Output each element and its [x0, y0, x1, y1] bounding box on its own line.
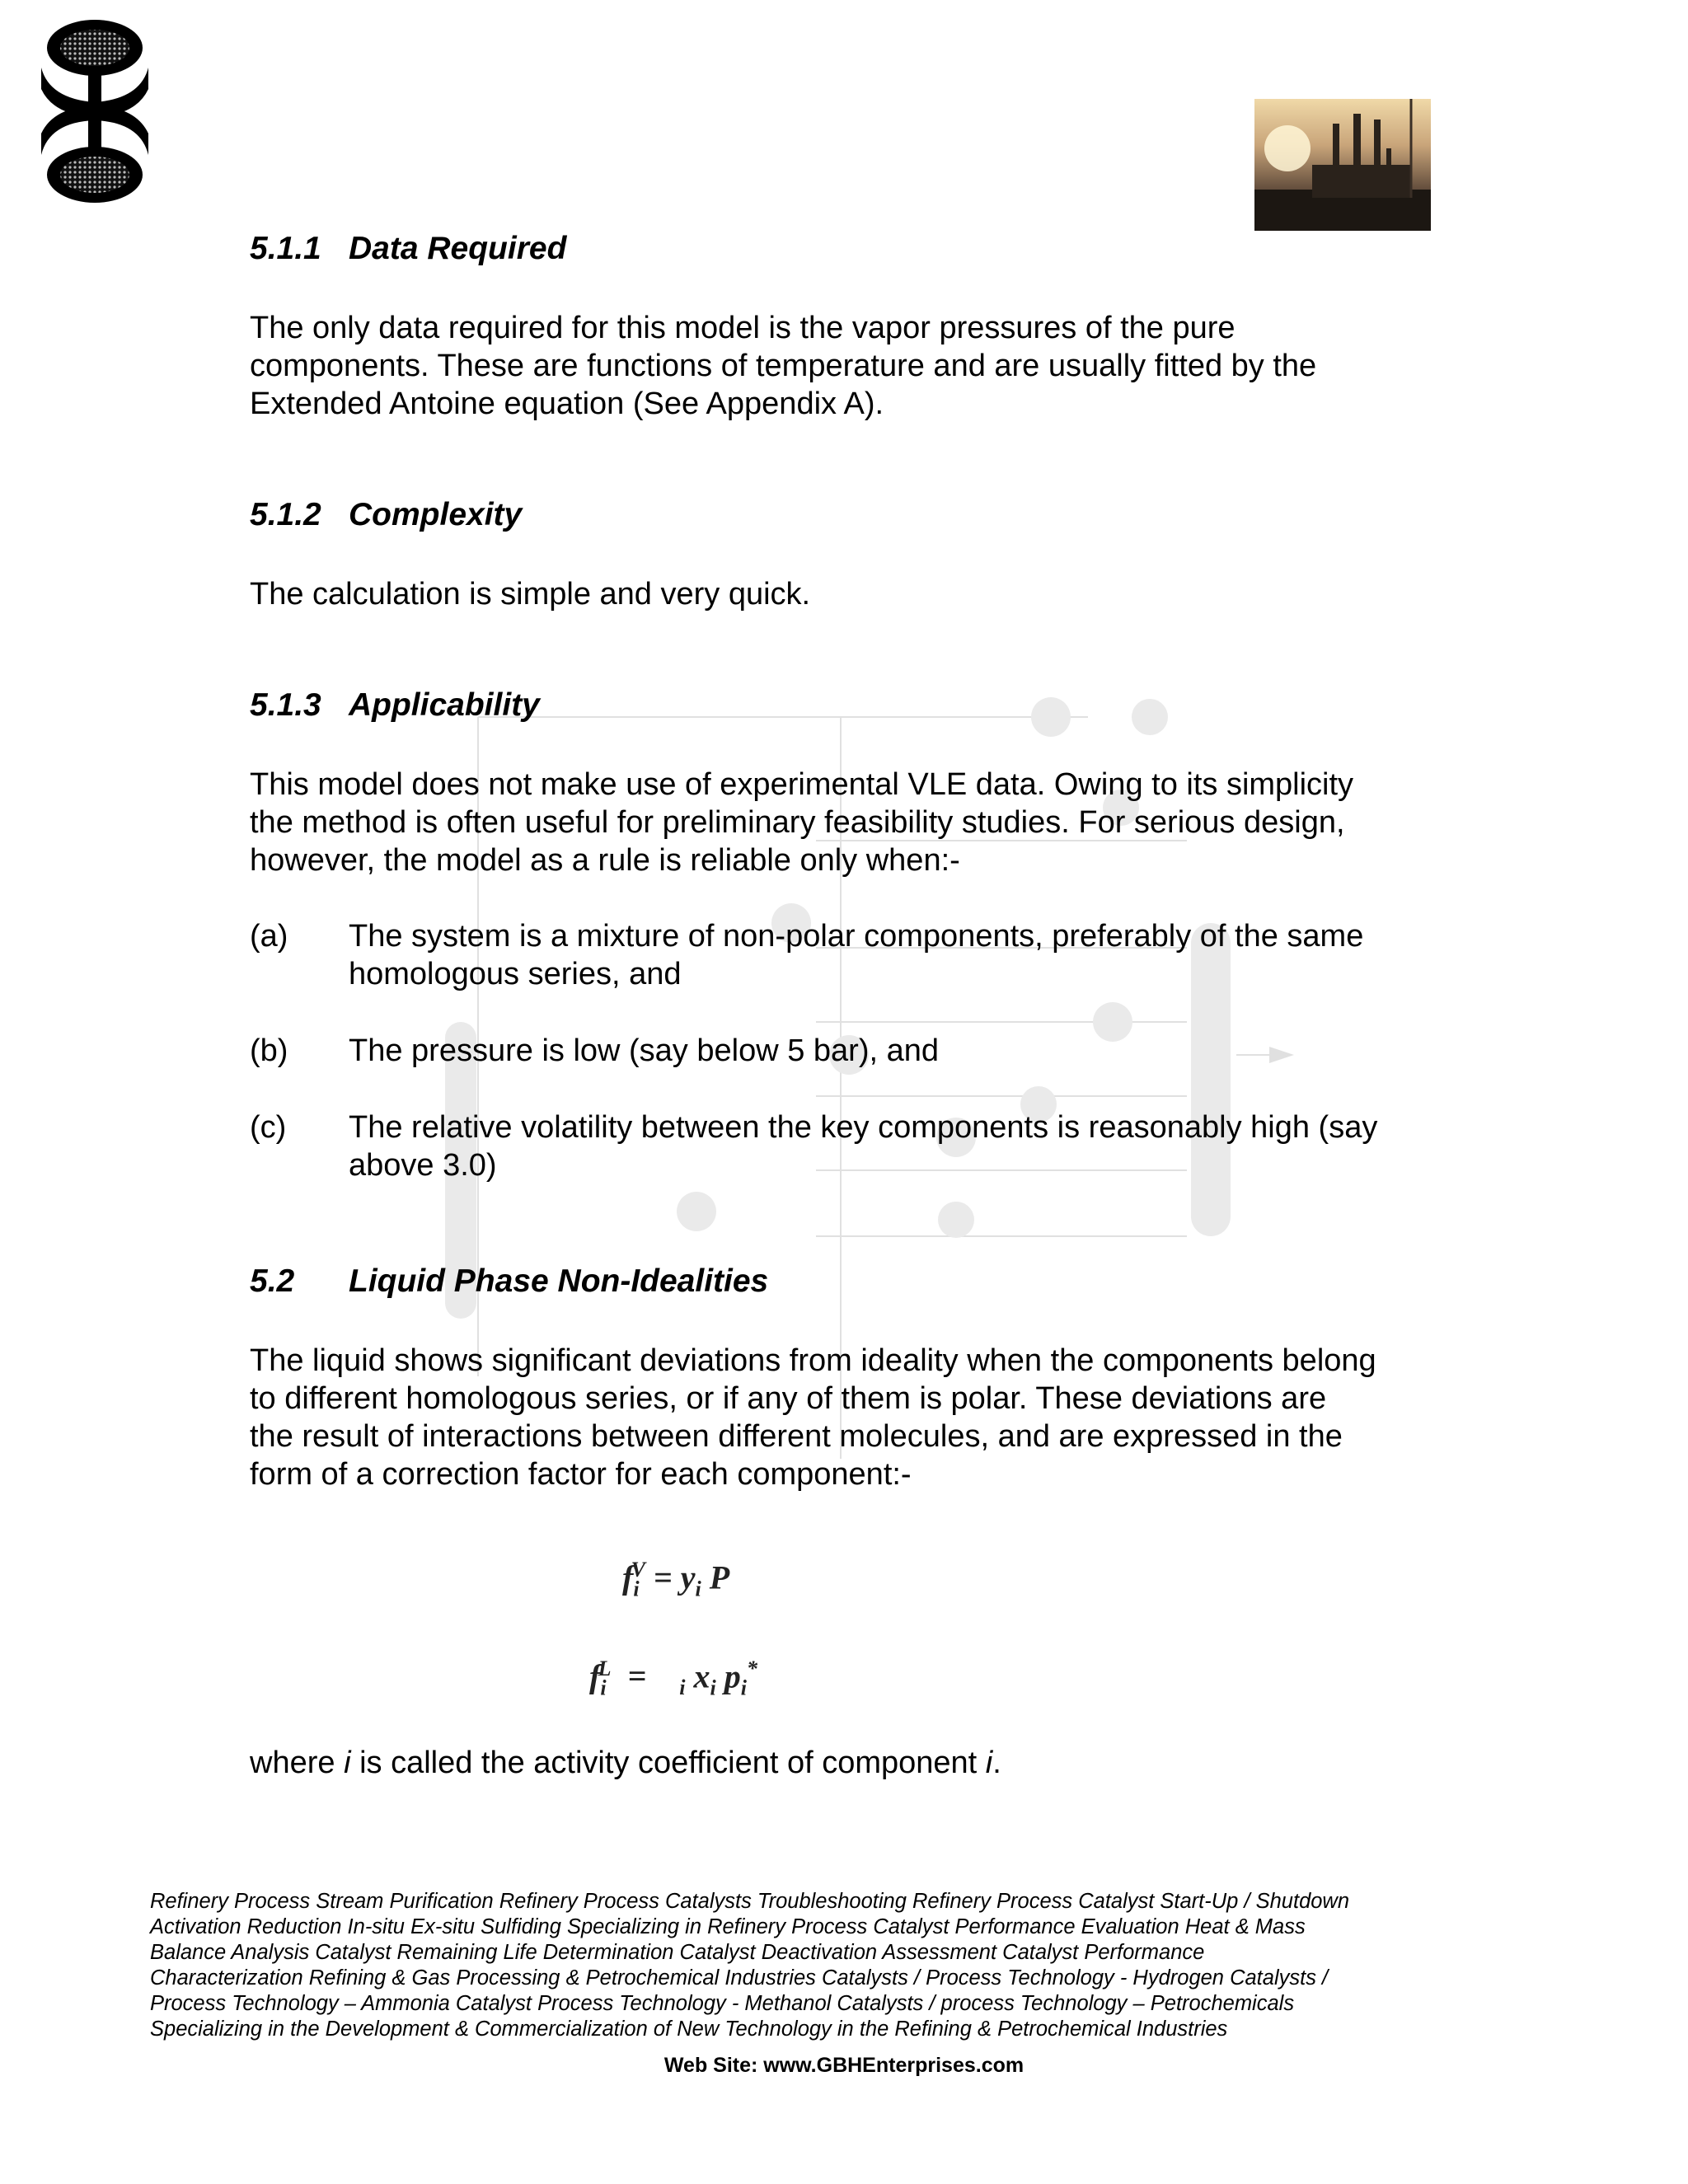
text-line: the method is often useful for preliminary feasibility studies. For serious design, [250, 805, 1345, 840]
text-line: Extended Antoine equation (See Appendix A). [250, 387, 884, 421]
section-title: Applicability [349, 687, 540, 723]
eq-subscript: i [633, 1577, 640, 1601]
text-line: above 3.0) [349, 1148, 497, 1183]
eq-subscript: i [695, 1577, 701, 1601]
eq-subscript: i [600, 1675, 607, 1700]
refinery-silhouette-icon [1254, 99, 1431, 231]
eq-subscript: i [710, 1675, 716, 1700]
text-fragment: where [250, 1746, 345, 1780]
text-line: The calculation is simple and very quick. [250, 577, 811, 612]
condition-item-b [250, 1032, 1453, 1070]
activity-coefficient-note [250, 1746, 1001, 1781]
text-line: components. These are functions of temperature and are usually fitted by the [250, 349, 1317, 383]
item-text [349, 917, 1453, 993]
condition-item-a [250, 917, 1453, 993]
section-heading-5-1-1 [250, 231, 566, 267]
item-text [349, 1108, 1453, 1184]
paragraph-applicability [250, 766, 1453, 879]
eq-superscript: * [746, 1657, 757, 1680]
paragraph-liquid-phase [250, 1342, 1453, 1493]
text-line: the result of interactions between different molecules, and are expressed in the [250, 1419, 1343, 1454]
text-line: The only data required for this model is the vapor pressures of the pure [250, 311, 1236, 345]
eq-symbol: = [627, 1657, 647, 1695]
equation-vapor-fugacity [622, 1558, 729, 1601]
equation-liquid-fugacity [589, 1657, 757, 1700]
eq-superscript: V [631, 1558, 645, 1582]
text-line: This model does not make use of experimental VLE data. Owing to its simplicity [250, 767, 1354, 802]
footer-line: Characterization Refining & Gas Processing & Petrochemical Industries Catalysts / Process Technology - Hydrogen Catalysts / [150, 1966, 1329, 1990]
website-link[interactable]: Web Site: www.GBHEnterprises.com [663, 2054, 1025, 2077]
section-number: 5.1.1 [250, 231, 321, 266]
eq-symbol: p [724, 1657, 741, 1695]
item-text [349, 1032, 1453, 1070]
section-number: 5.2 [250, 1263, 295, 1299]
text-line: to different homologous series, or if any of them is polar. These deviations are [250, 1381, 1327, 1416]
section-title: Complexity [349, 497, 523, 532]
variable: i [985, 1746, 993, 1780]
text-line: however, the model as a rule is reliable only when:- [250, 843, 960, 878]
text-fragment: is called the activity coefficient of component [350, 1746, 986, 1780]
eq-symbol: x [693, 1657, 710, 1695]
text-line: The liquid shows significant deviations from ideality when the components belong [250, 1343, 1376, 1378]
eq-superscript: L [598, 1657, 612, 1680]
section-number: 5.1.3 [250, 687, 321, 723]
section-title: Liquid Phase Non-Idealities [349, 1263, 769, 1299]
item-marker: (a) [250, 919, 288, 954]
footer-services-list [150, 1889, 1452, 2042]
eq-subscript: i [679, 1675, 686, 1700]
item-marker: (b) [250, 1033, 288, 1068]
paragraph-data-required [250, 309, 1453, 423]
item-marker: (c) [250, 1110, 287, 1145]
footer-line: Specializing in the Development & Commercialization of New Technology in the Refining & Petrochemical Industries [150, 2018, 1228, 2041]
section-heading-5-2 [250, 1263, 768, 1300]
section-number: 5.1.2 [250, 497, 321, 532]
section-title: Data Required [349, 231, 567, 266]
text-line: form of a correction factor for each component:- [250, 1457, 912, 1492]
text-fragment: . [992, 1746, 1001, 1780]
company-logo-icon [33, 16, 157, 206]
eq-symbol: = y [653, 1558, 696, 1596]
footer-line: Process Technology – Ammonia Catalyst Process Technology - Methanol Catalysts / process Technology – Petrochemicals [150, 1992, 1295, 2015]
text-line: The system is a mixture of non-polar components, preferably of the same [349, 919, 1364, 954]
eq-symbol: f [622, 1558, 634, 1596]
section-heading-5-1-3 [250, 687, 540, 724]
footer-line: Balance Analysis Catalyst Remaining Life Determination Catalyst Deactivation Assessment Catalyst Performance [150, 1941, 1205, 1964]
section-heading-5-1-2 [250, 497, 522, 533]
refinery-photo [1254, 99, 1431, 231]
text-line: The relative volatility between the key components is reasonably high (say [349, 1110, 1378, 1145]
paragraph-complexity [250, 575, 1453, 613]
condition-item-c [250, 1108, 1453, 1184]
eq-symbol: P [709, 1558, 730, 1596]
eq-subscript: i [740, 1675, 747, 1700]
text-line: The pressure is low (say below 5 bar), and [349, 1033, 939, 1068]
variable: i [344, 1746, 351, 1780]
footer-line: Activation Reduction In-situ Ex-situ Sulfiding Specializing in Refinery Process Catalyst Performance Evaluation Heat & Mass [150, 1915, 1306, 1938]
eq-symbol: f [589, 1657, 601, 1695]
footer-line: Refinery Process Stream Purification Refinery Process Catalysts Troubleshooting Refinery Process Catalyst Start-Up / Shutdown [150, 1890, 1350, 1913]
text-line: homologous series, and [349, 957, 682, 991]
